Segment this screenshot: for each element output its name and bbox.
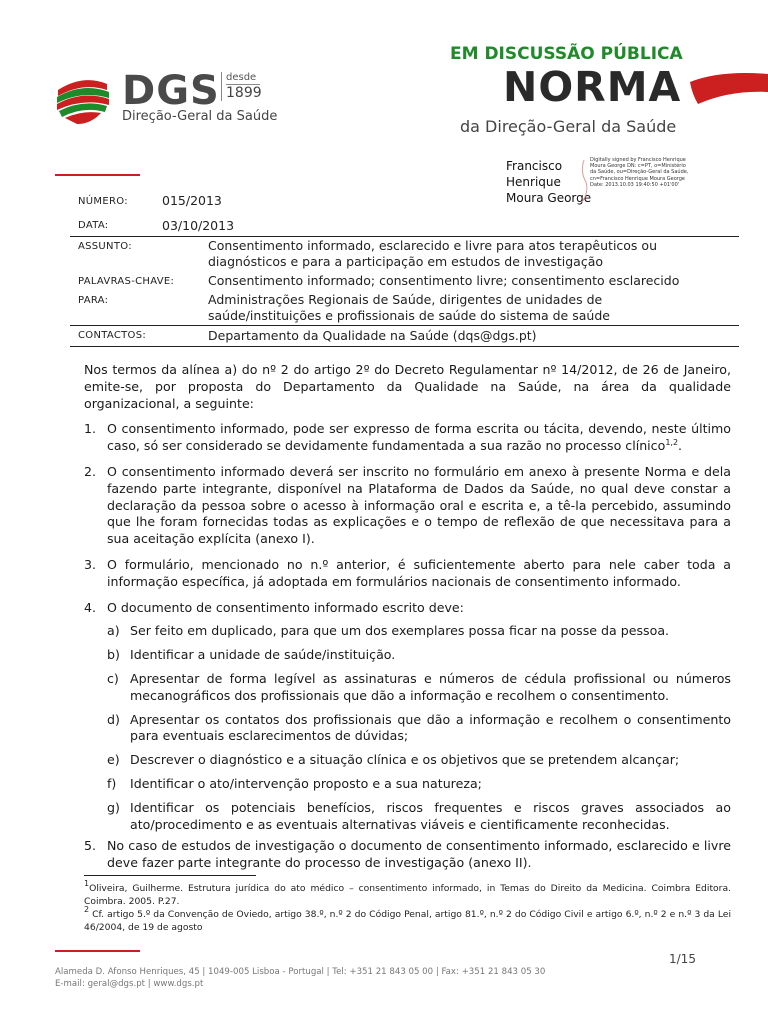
signature-mark-icon: [578, 158, 590, 204]
divider: [70, 346, 739, 347]
sub-list-item: [84, 752, 731, 769]
logo-wordmark: DGS: [122, 68, 220, 114]
signer-line: Henrique: [506, 175, 561, 189]
signer-line: Moura George: [506, 191, 592, 205]
footnote-mark: 1: [84, 879, 90, 888]
sub-item-letter: a): [107, 623, 120, 639]
org-name: Direção-Geral da Saúde: [122, 109, 278, 124]
list-item: [84, 557, 731, 591]
since-label: desde: [226, 72, 257, 83]
address-line: Alameda D. Afonso Henriques, 45 | 1049-005 Lisboa - Portugal | Tel: +351 21 843 05 00 | Fax: +351 21 843 05 30: [55, 967, 546, 977]
doc-type-title: NORMA: [503, 63, 682, 111]
item-text: O consentimento informado, pode ser expresso de forma escrita ou tácita, devendo, neste último caso, só ser considerado se devidamente fundamentada a sua razão no processo clínico: [107, 421, 731, 454]
header-red-rule: [55, 174, 140, 176]
contacts-label: CONTACTOS:: [78, 330, 147, 341]
red-swoosh-icon: [690, 68, 768, 110]
since-year: 1899: [226, 85, 262, 101]
sub-list-item: [84, 647, 731, 664]
list-item: [84, 600, 731, 617]
item-number: 4.: [84, 599, 97, 615]
sub-item-letter: f): [107, 775, 117, 791]
footnote-divider: [84, 875, 256, 876]
footer-address: [55, 966, 545, 990]
sub-item-text: Apresentar de forma legível as assinaturas e números de cédula profissional ou números mecanográficos dos profissionais que dão a informação e recolhem o consentimento.: [130, 670, 731, 703]
keywords-label: PALAVRAS-CHAVE:: [78, 276, 175, 287]
sub-item-letter: d): [107, 711, 120, 727]
list-item: [84, 838, 731, 872]
footnote: [84, 879, 731, 908]
signer-line: Francisco: [506, 159, 563, 173]
sub-item-text: Identificar a unidade de saúde/instituição.: [130, 647, 396, 663]
item-text: O consentimento informado deverá ser inscrito no formulário em anexo à presente Norma e dela fazendo parte integrante, disponível na Plataforma de Dados da Saúde, no qual deve constar a declaração da pessoa sobre o acesso à informação oral e escrita e, a tê-la percebido, assumindo que lhe foram fornecidas todas as explicações e o tempo de reflexão de que necessitava para a sua aceitação explícita (anexo I).: [107, 463, 731, 547]
document-body: [84, 362, 731, 872]
sub-list-item: [84, 623, 731, 640]
item-number: 1.: [84, 421, 97, 437]
item-text: O documento de consentimento informado escrito deve:: [107, 599, 464, 615]
sub-list-item: [84, 776, 731, 793]
doc-subtitle: da Direção-Geral da Saúde: [460, 117, 677, 136]
dgs-logo-icon: [55, 70, 111, 126]
footnote-ref: 1,2: [665, 438, 679, 448]
digital-signature-details: Digitally signed by Francisco Henrique Moura George DN: c=PT, o=Ministério da Saúde, ou=Direção-Geral da Saúde, cn=Francisco Henrique Moura George Date: 2013.10.03 19:40:50 +01'00': [590, 157, 689, 188]
item-number: 5.: [84, 838, 97, 854]
sub-item-text: Identificar o ato/intervenção proposto e a sua natureza;: [130, 775, 482, 791]
sub-item-letter: e): [107, 752, 120, 768]
footnotes: [84, 879, 731, 934]
footnote: [84, 905, 731, 934]
item-text: O formulário, mencionado no n.º anterior, é suficientemente aberto para nele caber toda a informação específica, já adoptada em formulários nacionais de consentimento informado.: [107, 556, 731, 589]
divider: [70, 236, 739, 237]
sub-item-text: Ser feito em duplicado, para que um dos exemplares possa ficar na posse da pessoa.: [130, 623, 670, 639]
keywords-value: Consentimento informado; consentimento livre; consentimento esclarecido: [208, 273, 680, 288]
to-label: PARA:: [78, 295, 109, 306]
to-value: Administrações Regionais de Saúde, dirigentes de unidades de saúde/instituições e profissionais de saúde do sistema de saúde: [208, 292, 610, 323]
sub-item-letter: b): [107, 647, 120, 663]
status-heading: EM DISCUSSÃO PÚBLICA: [450, 44, 683, 64]
date-value: 03/10/2013: [162, 218, 235, 233]
item-number: 2.: [84, 463, 97, 479]
since-box: [221, 72, 260, 101]
number-value: 015/2013: [162, 193, 222, 208]
footer-red-rule: [55, 950, 140, 952]
sub-item-letter: c): [107, 670, 119, 686]
intro-paragraph: Nos termos da alínea a) do nº 2 do artigo 2º do Decreto Regulamentar nº 14/2012, de 26 de Janeiro, emite-se, por proposta do Departamento da Qualidade na Saúde, na área da qualidade organizacional, a seguinte:: [84, 362, 731, 411]
item-tail: .: [678, 438, 683, 454]
item-number: 3.: [84, 556, 97, 572]
footnote-mark: 2: [84, 905, 90, 914]
sub-item-text: Descrever o diagnóstico e a situação clínica e os objetivos que se pretendem alcançar;: [130, 752, 680, 768]
subject-label: ASSUNTO:: [78, 241, 132, 252]
sub-item-letter: g): [107, 799, 120, 815]
sub-list-item: [84, 671, 731, 705]
sub-list-item: [84, 712, 731, 746]
list-item: [84, 464, 731, 548]
contact-line: E-mail: geral@dgs.pt | www.dgs.pt: [55, 979, 204, 989]
page-number: 1/15: [669, 952, 696, 966]
subject-value: Consentimento informado, esclarecido e livre para atos terapêuticos ou diagnósticos e para a participação em estudos de investigação: [208, 238, 657, 269]
footnote-text: Cf. artigo 5.º da Convenção de Oviedo, artigo 38.º, n.º 2 do Código Penal, artigo 81.º, n.º 2 do Código Civil e artigo 6.º, n.º 2 e n.º 3 da Lei 46/2004, de 19 de agosto: [84, 909, 731, 933]
sub-item-text: Apresentar os contatos dos profissionais que dão a informação e recolhem o consentimento para eventuais esclarecimentos de dúvidas;: [130, 711, 731, 744]
footnote-text: Oliveira, Guilherme. Estrutura jurídica do ato médico – consentimento informado, in Temas do Direito da Medicina. Coimbra Editora. Coimbra. 2005. P.27.: [84, 883, 731, 907]
divider: [70, 325, 739, 326]
sub-list-item: [84, 800, 731, 834]
date-label: DATA:: [78, 220, 109, 231]
list-item: [84, 421, 731, 455]
item-text: No caso de estudos de investigação o documento de consentimento informado, esclarecido e livre deve fazer parte integrante do processo de investigação (anexo II).: [107, 838, 731, 871]
number-label: NÚMERO:: [78, 196, 128, 207]
sub-item-text: Identificar os potenciais benefícios, riscos frequentes e riscos graves associados ao ato/procedimento e as eventuais alternativas viáveis e cientificamente reconhecidas.: [130, 799, 731, 832]
contacts-value: Departamento da Qualidade na Saúde (dqs@dgs.pt): [208, 328, 537, 343]
